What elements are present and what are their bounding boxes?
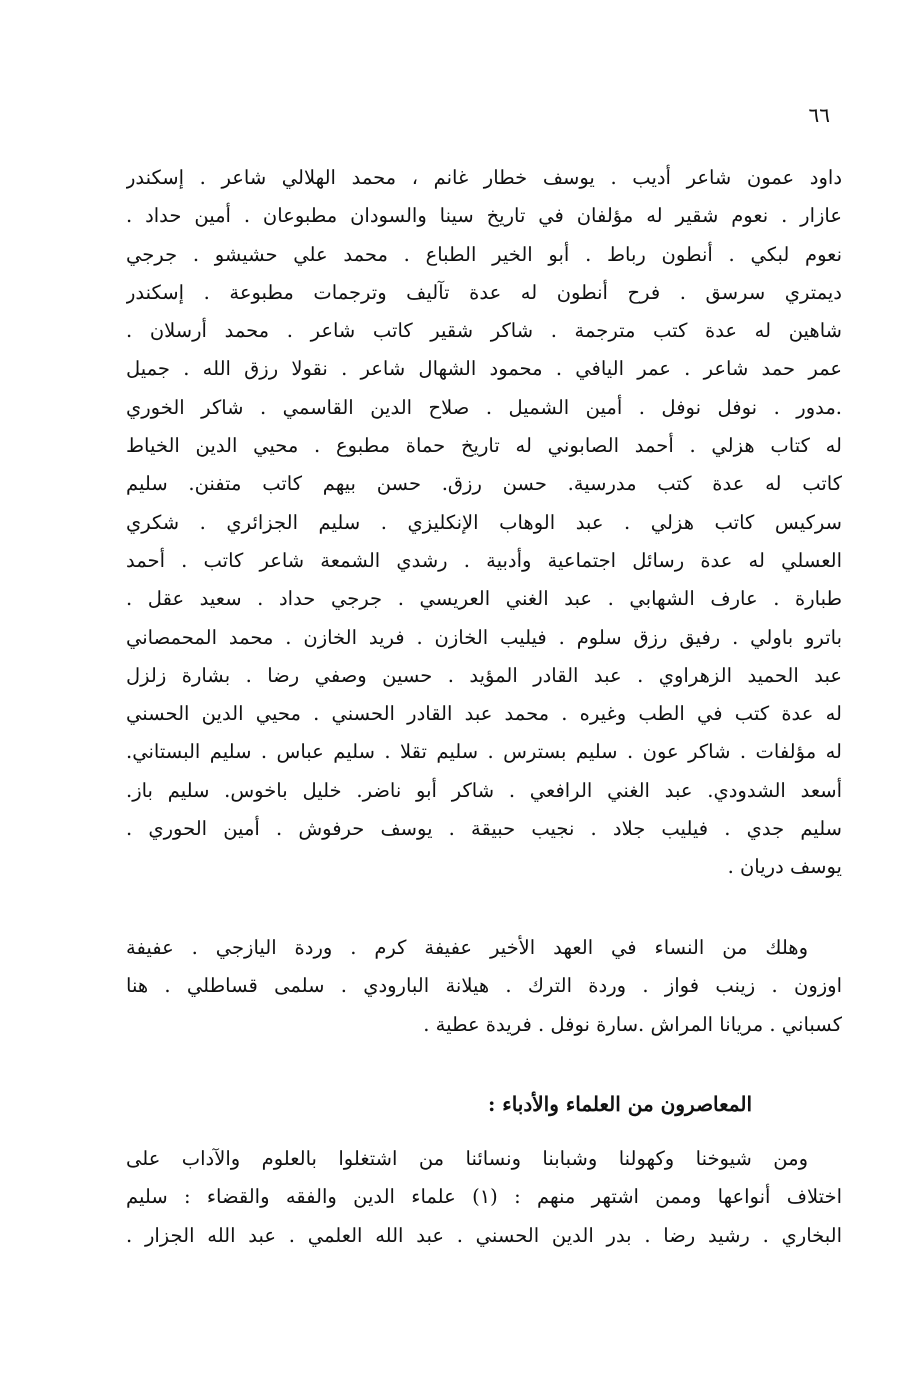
text-line: اوزون . زينب فواز . وردة الترك . هيلانة البارودي . سلمى قساطلي . هنا (126, 974, 842, 998)
text-line: أسعد الشدودي. عبد الغني الرافعي . شاكر أبو ناضر. خليل باخوس. سليم باز. (126, 778, 842, 802)
text-line: .مدور . نوفل نوفل . أمين الشميل . صلاح الدين القاسمي . شاكر الخوري (126, 395, 842, 419)
text-line: باترو باولي . رفيق رزق سلوم . فيليب الخازن . فريد الخازن . محمد المحمصاني (126, 625, 842, 649)
text-line: له مؤلفات . شاكر عون . سليم بسترس . سليم تقلا . سليم عباس . سليم البستاني. (126, 740, 842, 764)
text-line: له كتاب هزلي . أحمد الصابوني له تاريخ حماة مطبوع . محيي الدين الخياط (126, 434, 842, 458)
text-line: داود عمون شاعر أديب . يوسف خطار غانم ، محمد الهلالي شاعر . إسكندر (126, 166, 842, 189)
paragraph-women-writers (126, 929, 842, 1044)
text-line: عمر حمد شاعر . عمر اليافي . محمود الشهال شاعر . نقولا رزق الله . جميل (126, 357, 842, 381)
text-line: اختلاف أنواعها وممن اشتهر منهم : (١) علماء الدين والفقه والقضاء : سليم (126, 1185, 842, 1209)
text-line: ديمتري سرسق . فرح أنطون له عدة تآليف وترجمات مطبوعة . إسكندر (126, 280, 842, 304)
section-heading: المعاصرون من العلماء والأدباء : (487, 1092, 752, 1116)
text-line: البخاري . رشيد رضا . بدر الدين الحسني . عبد الله العلمي . عبد الله الجزار . (126, 1223, 842, 1247)
text-line: كسباني . مريانا المراش .سارة نوفل . فريدة عطية . (423, 1012, 842, 1036)
text-line: نعوم لبكي . أنطون رباط . أبو الخير الطباع . محمد علي حشيشو . جرجي (126, 242, 842, 266)
text-line: عبد الحميد الزهراوي . عبد القادر المؤيد . حسين وصفي رضا . بشارة زلزل (126, 663, 842, 687)
page-number: ٦٦ (808, 103, 830, 127)
text-line: سركيس كاتب هزلي . عبد الوهاب الإنكليزي . سليم الجزائري . شكري (126, 510, 842, 534)
text-line: شاهين له عدة كتب مترجمة . شاكر شقير كاتب شاعر . محمد أرسلان . (126, 319, 842, 343)
text-line: يوسف دريان . (727, 855, 842, 879)
paragraph-contemporaries (126, 1140, 842, 1255)
text-line: وهلك من النساء في العهد الأخير عفيفة كرم . وردة اليازجي . عفيفة (126, 936, 808, 959)
text-line: طبارة . عارف الشهابي . عبد الغني العريسي . جرجي حداد . سعيد عقل . (126, 587, 842, 611)
text-line: له عدة كتب في الطب وغيره . محمد عبد القادر الحسني . محيي الدين الحسني (126, 702, 842, 726)
text-line: سليم جدي . فيليب جلاد . نجيب حبيقة . يوسف حرفوش . أمين الحوري . (126, 817, 842, 841)
text-line: عازار . نعوم شقير له مؤلفان في تاريخ سينا والسودان مطبوعان . أمين حداد . (126, 204, 842, 228)
text-line: كاتب له عدة كتب مدرسية. حسن رزق. حسن بيهم كاتب متفنن. سليم (126, 472, 842, 496)
paragraph-names-list (126, 159, 842, 887)
text-line: العسلي له عدة رسائل اجتماعية وأدبية . رشدي الشمعة شاعر كاتب . أحمد (126, 548, 842, 572)
text-line: ومن شيوخنا وكهولنا وشبابنا ونسائنا من اشتغلوا بالعلوم والآداب على (126, 1147, 808, 1170)
